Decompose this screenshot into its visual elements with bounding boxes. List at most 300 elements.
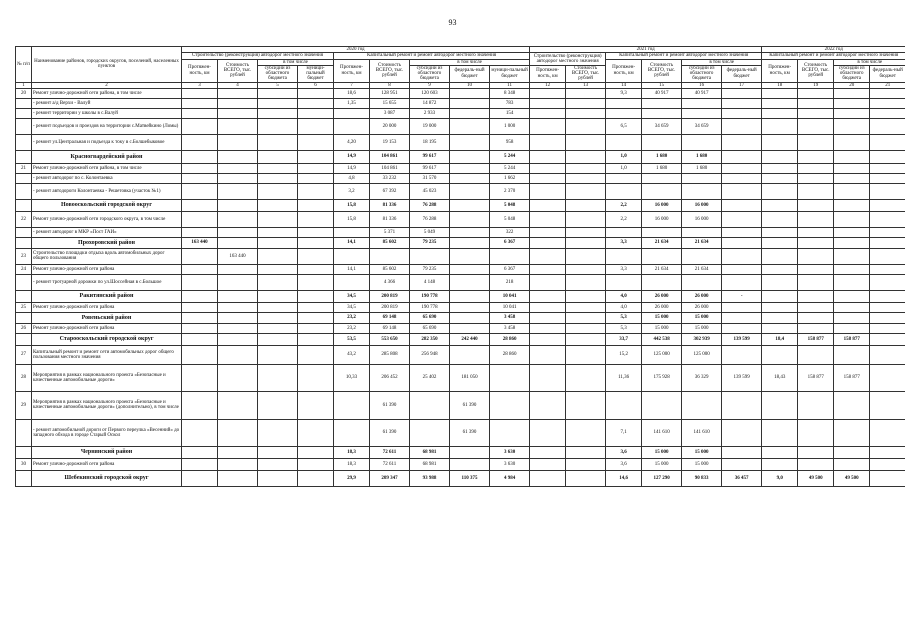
value-cell: 15 000 — [642, 446, 682, 458]
column-number: 11 — [490, 82, 530, 88]
value-cell — [870, 274, 905, 290]
value-cell: 9,0 — [762, 470, 798, 486]
district-name: Ракитянский район — [32, 290, 182, 302]
value-cell — [298, 323, 334, 333]
value-cell — [566, 237, 606, 248]
value-cell — [834, 183, 870, 199]
value-cell — [450, 88, 490, 98]
value-cell: 23,2 — [334, 312, 370, 323]
district-row — [16, 150, 905, 163]
value-cell: 26 000 — [682, 290, 722, 302]
value-cell: 2,2 — [606, 199, 642, 211]
value-cell — [566, 134, 606, 150]
value-cell — [762, 248, 798, 264]
row-number — [16, 183, 32, 199]
value-cell: 2 370 — [490, 183, 530, 199]
value-cell: 154 — [490, 108, 530, 118]
value-cell — [530, 333, 566, 345]
header-subsidy: субсидии из областного бюджета — [258, 65, 298, 82]
value-cell: 110 375 — [450, 470, 490, 486]
district-row — [16, 290, 905, 302]
value-cell — [182, 108, 218, 118]
value-cell: 3,6 — [606, 458, 642, 470]
value-cell: 139 599 — [722, 333, 762, 345]
value-cell — [722, 264, 762, 274]
value-cell — [722, 134, 762, 150]
row-number: 27 — [16, 345, 32, 364]
value-cell — [298, 312, 334, 323]
value-cell: 31 570 — [410, 173, 450, 183]
value-cell: 18 195 — [410, 134, 450, 150]
value-cell — [606, 391, 642, 419]
header-year-2022: 2022 год — [762, 47, 905, 53]
value-cell — [834, 345, 870, 364]
value-cell: 18,4 — [762, 333, 798, 345]
value-cell — [182, 248, 218, 264]
value-cell: 18,6 — [334, 88, 370, 98]
value-cell — [722, 248, 762, 264]
value-cell — [218, 470, 258, 486]
value-cell: 442 538 — [642, 333, 682, 345]
value-cell — [450, 323, 490, 333]
value-cell — [566, 98, 606, 108]
value-cell — [182, 134, 218, 150]
value-cell — [870, 88, 905, 98]
value-cell — [762, 98, 798, 108]
value-cell — [566, 118, 606, 134]
header-name: Наименование районов, городских округов, поселений, населенных пунктов — [32, 47, 182, 83]
column-number: 6 — [298, 82, 334, 88]
value-cell — [298, 237, 334, 248]
value-cell — [834, 323, 870, 333]
value-cell — [258, 470, 298, 486]
header-length: Протяжен-ность, км — [182, 59, 218, 82]
value-cell: 783 — [490, 98, 530, 108]
value-cell: 33,7 — [606, 333, 642, 345]
value-cell — [606, 108, 642, 118]
value-cell — [450, 446, 490, 458]
value-cell — [258, 150, 298, 163]
value-cell: 128 951 — [370, 88, 410, 98]
header-federal: федераль-ный бюджет — [870, 65, 905, 82]
value-cell — [334, 274, 370, 290]
value-cell: 45 023 — [410, 183, 450, 199]
value-cell — [298, 264, 334, 274]
value-cell — [182, 118, 218, 134]
value-cell: 218 — [490, 274, 530, 290]
row-number — [16, 108, 32, 118]
value-cell: 14,9 — [334, 163, 370, 173]
value-cell — [258, 199, 298, 211]
table-row — [16, 248, 905, 264]
row-number — [16, 150, 32, 163]
value-cell — [870, 264, 905, 274]
row-number — [16, 227, 32, 237]
value-cell: 127 290 — [642, 470, 682, 486]
value-cell: 20 000 — [370, 118, 410, 134]
value-cell — [258, 88, 298, 98]
value-cell — [530, 118, 566, 134]
value-cell — [334, 108, 370, 118]
value-cell — [530, 345, 566, 364]
value-cell — [490, 248, 530, 264]
value-cell — [334, 118, 370, 134]
value-cell — [722, 173, 762, 183]
value-cell: 10,33 — [334, 364, 370, 391]
value-cell — [566, 312, 606, 323]
item-name: Мероприятия в рамках национального проекта «Безопасные и качественные автомобильные дороги» — [32, 364, 182, 391]
value-cell — [182, 211, 218, 227]
value-cell — [798, 312, 834, 323]
table-row — [16, 211, 905, 227]
value-cell — [722, 150, 762, 163]
column-number: 2 — [32, 82, 182, 88]
value-cell — [762, 312, 798, 323]
value-cell — [798, 264, 834, 274]
value-cell — [834, 264, 870, 274]
value-cell — [722, 118, 762, 134]
value-cell — [798, 419, 834, 446]
value-cell — [218, 211, 258, 227]
column-number: 9 — [410, 82, 450, 88]
value-cell — [762, 419, 798, 446]
value-cell — [410, 248, 450, 264]
value-cell: 553 650 — [370, 333, 410, 345]
value-cell — [798, 108, 834, 118]
value-cell — [870, 391, 905, 419]
value-cell: 190 778 — [410, 302, 450, 312]
value-cell — [298, 134, 334, 150]
value-cell — [258, 264, 298, 274]
value-cell: 1,0 — [606, 150, 642, 163]
value-cell — [870, 150, 905, 163]
header-2020-construction: Строительство (реконструкция) автодорог местного значения — [182, 53, 334, 59]
value-cell — [450, 290, 490, 302]
value-cell — [218, 150, 258, 163]
value-cell: 4,8 — [334, 173, 370, 183]
value-cell — [298, 227, 334, 237]
column-number: 21 — [870, 82, 905, 88]
header-including: в том числе — [258, 59, 334, 65]
column-number: 12 — [530, 82, 566, 88]
value-cell: 21 634 — [642, 237, 682, 248]
value-cell: 14,9 — [334, 150, 370, 163]
value-cell: 958 — [490, 134, 530, 150]
value-cell — [258, 333, 298, 345]
value-cell — [762, 264, 798, 274]
value-cell: 3 458 — [490, 312, 530, 323]
value-cell — [258, 458, 298, 470]
row-number: 21 — [16, 163, 32, 173]
value-cell — [334, 419, 370, 446]
header-including: в том числе — [682, 59, 762, 65]
value-cell — [218, 264, 258, 274]
value-cell: 1 680 — [642, 163, 682, 173]
value-cell: 61 390 — [450, 419, 490, 446]
value-cell — [834, 391, 870, 419]
value-cell — [218, 458, 258, 470]
value-cell: 16 000 — [642, 199, 682, 211]
value-cell: 302 939 — [682, 333, 722, 345]
row-number — [16, 98, 32, 108]
value-cell — [298, 290, 334, 302]
value-cell — [298, 419, 334, 446]
value-cell — [218, 199, 258, 211]
value-cell: 104 861 — [370, 163, 410, 173]
value-cell — [530, 290, 566, 302]
value-cell: 3,3 — [606, 237, 642, 248]
value-cell — [298, 118, 334, 134]
value-cell — [834, 274, 870, 290]
value-cell — [798, 134, 834, 150]
value-cell — [182, 98, 218, 108]
value-cell — [182, 302, 218, 312]
value-cell — [530, 446, 566, 458]
value-cell: 5 371 — [370, 227, 410, 237]
value-cell — [870, 458, 905, 470]
value-cell: 15 000 — [682, 312, 722, 323]
value-cell — [258, 364, 298, 391]
row-number — [16, 312, 32, 323]
row-number — [16, 470, 32, 486]
value-cell — [566, 419, 606, 446]
value-cell — [450, 150, 490, 163]
value-cell — [298, 183, 334, 199]
value-cell — [762, 118, 798, 134]
row-number: 22 — [16, 211, 32, 227]
value-cell: 14 872 — [410, 98, 450, 108]
value-cell — [870, 302, 905, 312]
value-cell: 93 988 — [410, 470, 450, 486]
value-cell: 3,3 — [606, 264, 642, 274]
value-cell: 7,1 — [606, 419, 642, 446]
value-cell: 15,8 — [334, 199, 370, 211]
value-cell — [762, 183, 798, 199]
value-cell — [530, 312, 566, 323]
row-number: 25 — [16, 302, 32, 312]
table-row — [16, 323, 905, 333]
value-cell — [218, 98, 258, 108]
value-cell: 68 981 — [410, 446, 450, 458]
value-cell — [182, 446, 218, 458]
value-cell: 49 500 — [834, 470, 870, 486]
value-cell: 242 440 — [450, 333, 490, 345]
value-cell — [870, 364, 905, 391]
value-cell — [566, 391, 606, 419]
value-cell — [530, 391, 566, 419]
item-name: - ремонт автомобильной дороги от Первого переулка «Весенний» до западного обхода в городе Старый Оскол — [32, 419, 182, 446]
value-cell: 14,1 — [334, 264, 370, 274]
column-number: 16 — [682, 82, 722, 88]
value-cell: 1,35 — [334, 98, 370, 108]
value-cell: 34 659 — [642, 118, 682, 134]
value-cell — [410, 419, 450, 446]
value-cell: 29,9 — [334, 470, 370, 486]
item-name: Ремонт улично-дорожной сети района, в том числе — [32, 88, 182, 98]
value-cell: 8 348 — [490, 88, 530, 98]
value-cell — [566, 150, 606, 163]
value-cell — [530, 264, 566, 274]
value-cell: 14,6 — [606, 470, 642, 486]
value-cell — [566, 211, 606, 227]
value-cell — [834, 163, 870, 173]
value-cell: 6 367 — [490, 264, 530, 274]
value-cell — [218, 323, 258, 333]
value-cell — [258, 163, 298, 173]
item-name: - ремонт автодороги Колонтаевка - Решетовка (участок №1) — [32, 183, 182, 199]
value-cell — [606, 183, 642, 199]
value-cell — [530, 302, 566, 312]
value-cell: 18,3 — [334, 458, 370, 470]
value-cell: - — [722, 290, 762, 302]
value-cell — [642, 274, 682, 290]
column-number: 17 — [722, 82, 762, 88]
row-number — [16, 118, 32, 134]
value-cell — [798, 118, 834, 134]
value-cell — [334, 227, 370, 237]
value-cell: 3 630 — [490, 458, 530, 470]
district-row — [16, 312, 905, 323]
value-cell — [334, 248, 370, 264]
value-cell — [566, 183, 606, 199]
value-cell: 15 000 — [682, 458, 722, 470]
value-cell — [798, 345, 834, 364]
value-cell: 79 235 — [410, 237, 450, 248]
table-row — [16, 345, 905, 364]
value-cell: 18,3 — [334, 446, 370, 458]
table-row — [16, 274, 905, 290]
value-cell — [258, 237, 298, 248]
item-name: Ремонт улично-дорожной сети района — [32, 264, 182, 274]
value-cell: 5 244 — [490, 150, 530, 163]
value-cell — [566, 470, 606, 486]
value-cell: 1 680 — [642, 150, 682, 163]
value-cell: 1 680 — [682, 163, 722, 173]
value-cell: 141 610 — [682, 419, 722, 446]
value-cell: 158 877 — [834, 364, 870, 391]
value-cell — [798, 274, 834, 290]
column-number: 5 — [258, 82, 298, 88]
value-cell — [762, 446, 798, 458]
value-cell — [762, 323, 798, 333]
value-cell: 322 — [490, 227, 530, 237]
value-cell: 1 000 — [490, 118, 530, 134]
value-cell — [258, 446, 298, 458]
header-cost-total: Стоимость ВСЕГО, тыс. рублей — [370, 59, 410, 82]
value-cell — [722, 199, 762, 211]
value-cell — [530, 237, 566, 248]
value-cell: 21 634 — [682, 237, 722, 248]
value-cell — [530, 150, 566, 163]
header-subsidy: субсидии из областного бюджета — [834, 65, 870, 82]
value-cell — [298, 364, 334, 391]
value-cell: 104 861 — [370, 150, 410, 163]
value-cell — [258, 419, 298, 446]
value-cell — [834, 211, 870, 227]
value-cell: 3 458 — [490, 323, 530, 333]
value-cell: 53,5 — [334, 333, 370, 345]
value-cell — [722, 312, 762, 323]
value-cell — [298, 274, 334, 290]
value-cell: 15,8 — [334, 211, 370, 227]
value-cell — [566, 302, 606, 312]
value-cell — [218, 173, 258, 183]
value-cell — [642, 98, 682, 108]
value-cell: 34,5 — [334, 302, 370, 312]
value-cell: 158 877 — [798, 333, 834, 345]
value-cell — [870, 419, 905, 446]
value-cell — [450, 199, 490, 211]
value-cell: 15 000 — [642, 323, 682, 333]
value-cell — [606, 173, 642, 183]
table-row — [16, 302, 905, 312]
value-cell — [298, 345, 334, 364]
value-cell: 99 617 — [410, 150, 450, 163]
value-cell — [298, 98, 334, 108]
value-cell: 21 634 — [642, 264, 682, 274]
value-cell: 10 041 — [490, 290, 530, 302]
value-cell — [606, 274, 642, 290]
value-cell — [762, 290, 798, 302]
value-cell — [298, 458, 334, 470]
value-cell — [798, 88, 834, 98]
value-cell — [798, 290, 834, 302]
value-cell — [218, 345, 258, 364]
value-cell: 6 367 — [490, 237, 530, 248]
value-cell: 3 087 — [370, 108, 410, 118]
value-cell — [182, 199, 218, 211]
value-cell: 5 048 — [490, 199, 530, 211]
value-cell — [450, 264, 490, 274]
item-name: Ремонт улично-дорожной сети городского округа, в том числе — [32, 211, 182, 227]
value-cell — [182, 264, 218, 274]
value-cell: 85 602 — [370, 264, 410, 274]
value-cell — [870, 290, 905, 302]
value-cell — [834, 88, 870, 98]
value-cell — [870, 323, 905, 333]
item-name: Ремонт улично-дорожной сети района, в том числе — [32, 163, 182, 173]
district-name: Старооскольский городской округ — [32, 333, 182, 345]
column-number: 20 — [834, 82, 870, 88]
item-name: - ремонт автодорог по с. Колонтаевка — [32, 173, 182, 183]
value-cell — [258, 134, 298, 150]
value-cell: 16 000 — [642, 211, 682, 227]
value-cell: 26 000 — [682, 302, 722, 312]
value-cell — [218, 302, 258, 312]
value-cell — [258, 312, 298, 323]
value-cell — [218, 88, 258, 98]
row-number: 20 — [16, 88, 32, 98]
value-cell — [218, 419, 258, 446]
value-cell — [566, 264, 606, 274]
value-cell — [834, 419, 870, 446]
value-cell — [722, 345, 762, 364]
value-cell: 28 860 — [490, 345, 530, 364]
value-cell — [762, 237, 798, 248]
value-cell — [450, 108, 490, 118]
value-cell — [530, 211, 566, 227]
header-length: Протяжен-ность, км — [530, 65, 566, 82]
value-cell: 15 000 — [642, 458, 682, 470]
value-cell — [722, 302, 762, 312]
value-cell — [450, 345, 490, 364]
value-cell: 16 000 — [682, 211, 722, 227]
row-number — [16, 446, 32, 458]
header-2020-repair: Капитальный ремонт и ремонт автодорог местного значения — [334, 53, 530, 59]
value-cell — [182, 419, 218, 446]
column-number: 18 — [762, 82, 798, 88]
value-cell — [722, 458, 762, 470]
